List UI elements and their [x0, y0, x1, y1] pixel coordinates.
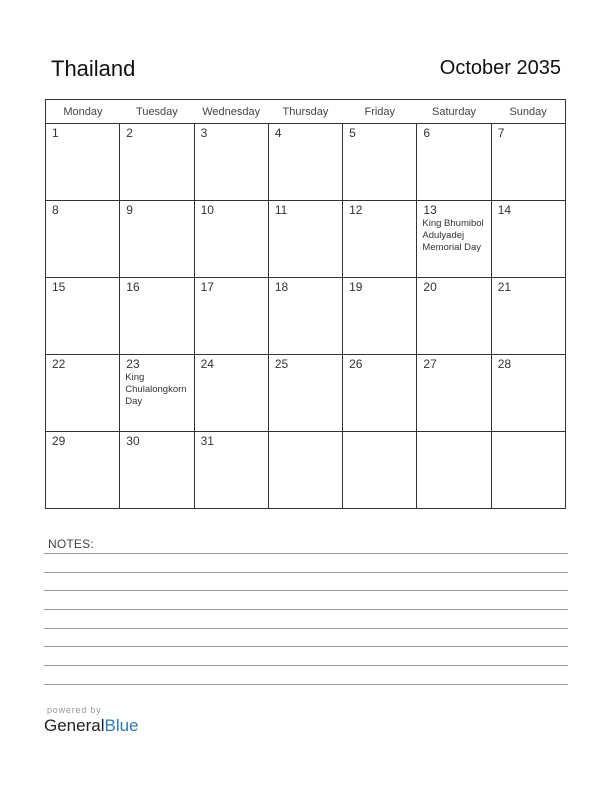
day-cell	[268, 355, 342, 432]
day-number: 24	[200, 357, 214, 371]
day-number: 26	[349, 357, 363, 371]
holiday-label: King Bhumibol Adulyadej Memorial Day	[422, 218, 484, 253]
weekday-monday: Monday	[46, 100, 120, 124]
notes-line	[44, 646, 568, 647]
notes-line	[44, 609, 568, 610]
day-cell	[194, 355, 268, 432]
day-cell	[417, 124, 491, 201]
country-title: Thailand	[51, 56, 136, 81]
day-cell	[491, 432, 565, 509]
day-number: 21	[497, 280, 512, 294]
day-cell	[417, 355, 491, 432]
day-number: 4	[274, 126, 282, 140]
day-cell	[417, 432, 491, 509]
day-cell	[491, 278, 565, 355]
day-cell	[417, 278, 491, 355]
calendar-grid	[45, 99, 566, 509]
day-number: 23	[126, 357, 140, 371]
notes-line	[44, 665, 568, 666]
day-number: 17	[200, 280, 214, 294]
powered-by-text: powered by	[47, 705, 102, 715]
day-number: 1	[52, 126, 59, 140]
day-cell	[120, 432, 194, 509]
day-cell	[491, 124, 565, 201]
day-cell	[46, 201, 120, 278]
day-number: 28	[497, 357, 512, 371]
day-cell	[343, 432, 417, 509]
day-cell	[120, 124, 194, 201]
notes-label: NOTES:	[48, 537, 94, 551]
day-cell	[194, 278, 268, 355]
day-cell	[120, 355, 194, 432]
day-cell	[343, 278, 417, 355]
weekday-wednesday: Wednesday	[194, 100, 268, 124]
day-cell	[491, 201, 565, 278]
day-cell	[120, 278, 194, 355]
calendar-week-row	[46, 278, 566, 355]
day-number: 22	[52, 357, 66, 371]
weekday-sunday: Sunday	[491, 100, 565, 124]
day-cell	[343, 201, 417, 278]
day-number	[417, 432, 490, 434]
day-number: 11	[274, 203, 288, 217]
notes-line	[44, 572, 568, 573]
calendar-week-row	[46, 124, 566, 201]
notes-line	[44, 590, 568, 591]
day-number: 20	[423, 280, 437, 294]
weekday-header-row	[46, 100, 566, 124]
day-number: 2	[126, 126, 133, 140]
day-number: 13	[423, 203, 437, 217]
day-cell	[46, 278, 120, 355]
day-cell	[268, 432, 342, 509]
day-number: 19	[349, 280, 363, 294]
day-cell	[194, 432, 268, 509]
day-number: 8	[52, 203, 59, 217]
day-number: 6	[423, 126, 431, 140]
weekday-tuesday: Tuesday	[120, 100, 194, 124]
day-cell	[343, 355, 417, 432]
day-cell	[268, 278, 342, 355]
day-cell	[46, 432, 120, 509]
day-number: 5	[349, 126, 356, 140]
logo-text-blue: Blue	[104, 716, 139, 735]
day-cell	[268, 201, 342, 278]
calendar-week-row	[46, 201, 566, 278]
month-year-title: October 2035	[439, 57, 561, 79]
day-number: 7	[497, 126, 505, 140]
day-cell	[46, 355, 120, 432]
day-number	[492, 432, 565, 434]
day-number: 30	[126, 434, 140, 448]
day-number: 10	[200, 203, 214, 217]
notes-line	[44, 628, 568, 629]
day-cell	[194, 201, 268, 278]
day-number: 16	[126, 280, 140, 294]
weekday-saturday: Saturday	[417, 100, 491, 124]
notes-line	[44, 553, 568, 554]
day-number	[343, 432, 416, 434]
day-cell	[46, 124, 120, 201]
day-number: 29	[52, 434, 66, 448]
day-cell	[268, 124, 342, 201]
notes-line	[44, 684, 568, 685]
day-number: 27	[423, 357, 437, 371]
logo-text-general: General	[44, 716, 105, 735]
day-number: 18	[274, 280, 289, 294]
day-number: 12	[349, 203, 363, 217]
calendar-body	[46, 124, 566, 509]
calendar-week-row	[46, 355, 566, 432]
day-cell	[417, 201, 491, 278]
day-number	[269, 432, 342, 434]
day-number: 9	[126, 203, 133, 217]
day-cell	[343, 124, 417, 201]
generalblue-logo	[44, 716, 139, 736]
day-number: 3	[200, 126, 208, 140]
day-cell	[194, 124, 268, 201]
day-cell	[491, 355, 565, 432]
day-number: 31	[200, 434, 214, 448]
calendar-week-row	[46, 432, 566, 509]
holiday-label: King Chulalongkorn Day	[125, 372, 187, 407]
day-number: 14	[497, 203, 512, 217]
day-cell	[120, 201, 194, 278]
weekday-thursday: Thursday	[268, 100, 342, 124]
weekday-friday: Friday	[343, 100, 417, 124]
day-number: 15	[52, 280, 66, 294]
day-number: 25	[274, 357, 289, 371]
